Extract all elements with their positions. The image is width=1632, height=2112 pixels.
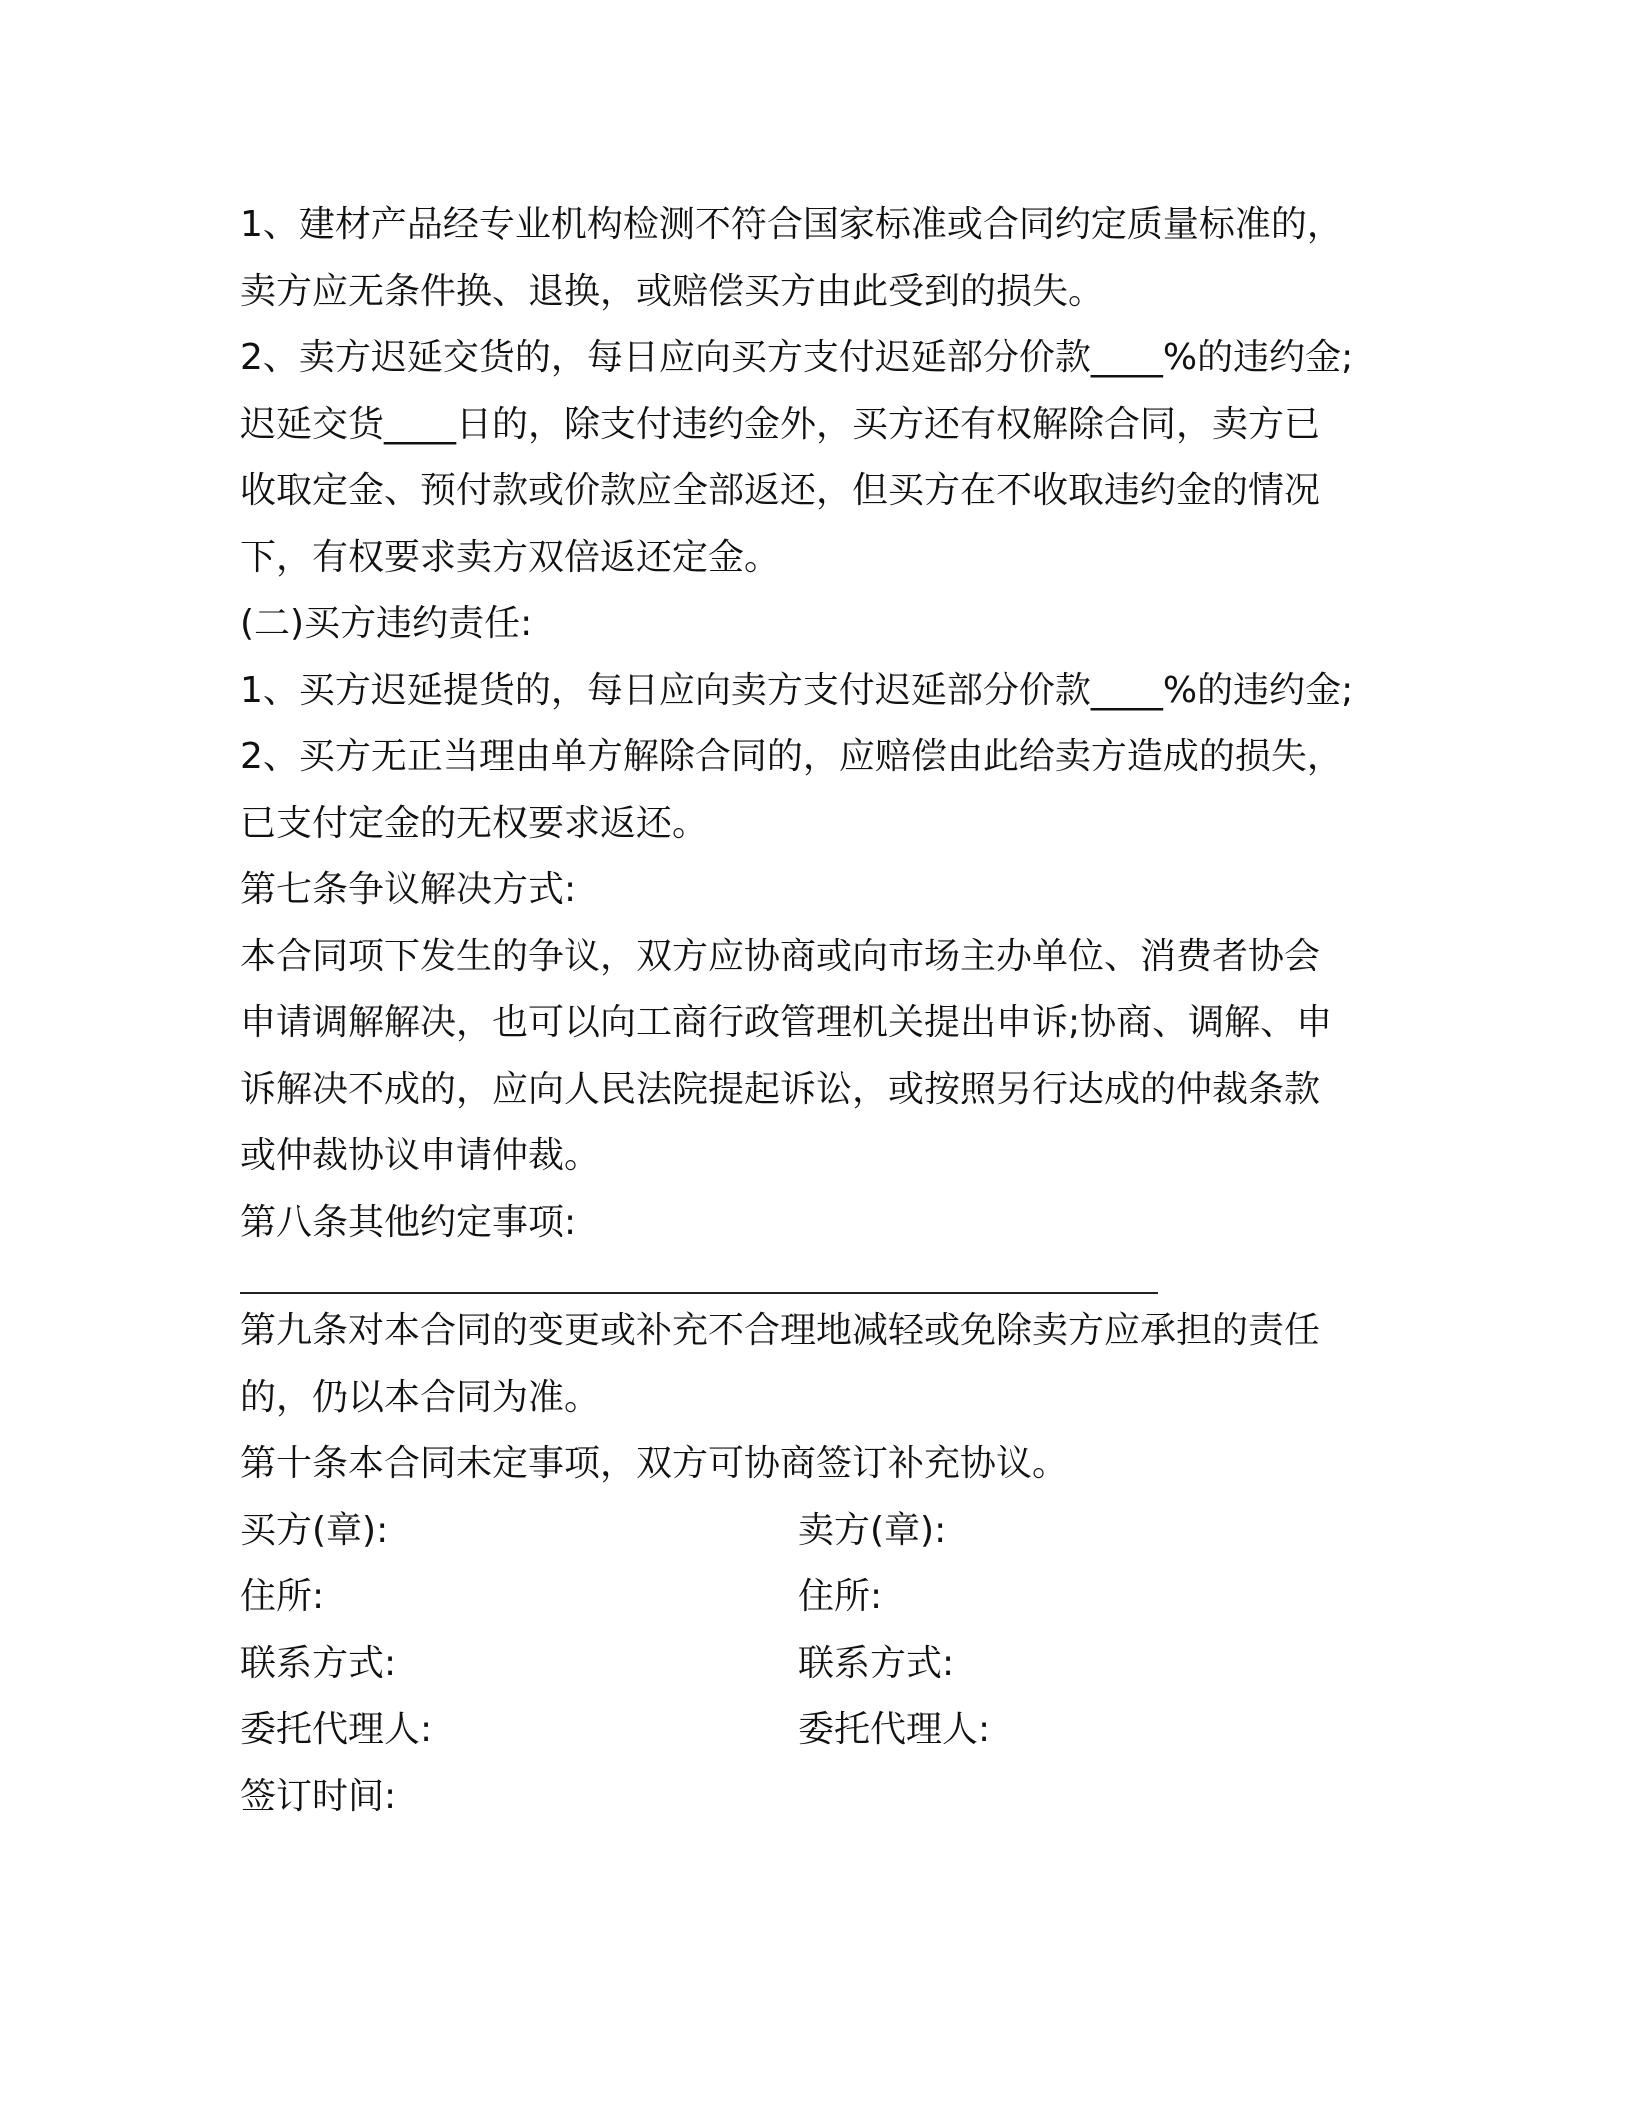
buyer-agent-label: 委托代理人:: [240, 1709, 433, 1750]
signature-row-seal: [240, 1498, 1420, 1565]
clause-line: 或仲裁协议申请仲裁。: [240, 1135, 601, 1176]
article-9-line: 第九条对本合同的变更或补充不合理地减轻或免除卖方应承担的责任: [240, 1310, 1321, 1351]
article-10-line: 第十条本合同未定事项，双方可协商签订补充协议。: [240, 1443, 1069, 1484]
signature-row-contact: [240, 1631, 1420, 1698]
buyer-address-label: 住所:: [240, 1576, 325, 1617]
signature-row-address: [240, 1564, 1420, 1631]
clause-line: 下，有权要求卖方双倍返还定金。: [240, 536, 781, 578]
clause-line: 已支付定金的无权要求返还。: [240, 802, 709, 844]
clause-line: 1、建材产品经专业机构检测不符合国家标准或合同约定质量标准的，: [240, 204, 1343, 245]
buyer-contact-label: 联系方式:: [240, 1642, 397, 1684]
section-heading-buyer-liability: (二)买方违约责任:: [240, 603, 533, 644]
clause-line: 2、卖方迟延交货的，每日应向买方支付迟延部分价款____%的违约金;: [240, 337, 1354, 378]
article-9-line: 的，仍以本合同为准。: [240, 1376, 601, 1418]
seller-contact-label: 联系方式:: [798, 1642, 955, 1684]
clause-line: 卖方应无条件换、退换，或赔偿买方由此受到的损失。: [240, 270, 1105, 312]
article-7-heading: 第七条争议解决方式:: [240, 869, 577, 910]
clause-line: 收取定金、预付款或价款应全部返还，但买方在不收取违约金的情况: [240, 470, 1321, 511]
seller-agent-label: 委托代理人:: [798, 1709, 991, 1750]
clause-line: 1、买方迟延提货的，每日应向卖方支付迟延部分价款____%的违约金;: [240, 669, 1354, 711]
clause-line: 申请调解解决，也可以向工商行政管理机关提出申诉;协商、调解、申: [240, 1002, 1333, 1043]
clause-line: 2、买方无正当理由单方解除合同的，应赔偿由此给卖方造成的损失，: [240, 736, 1343, 777]
article-8-heading: 第八条其他约定事项:: [240, 1201, 577, 1243]
seller-address-label: 住所:: [798, 1576, 883, 1617]
contract-page: [240, 192, 1420, 1830]
signature-row-time: [240, 1764, 1420, 1831]
sign-time-label: 签订时间:: [240, 1775, 397, 1817]
clause-line: 诉解决不成的，应向人民法院提起诉讼，或按照另行达成的仲裁条款: [240, 1068, 1321, 1110]
seller-seal-label: 卖方(章):: [798, 1509, 947, 1551]
signature-row-agent: [240, 1697, 1420, 1764]
clause-line: 本合同项下发生的争议，双方应协商或向市场主办单位、消费者协会: [240, 935, 1321, 977]
fill-in-blank-line: [240, 1292, 1158, 1294]
clause-line: 迟延交货____日的，除支付违约金外，买方还有权解除合同，卖方已: [240, 403, 1321, 445]
buyer-seal-label: 买方(章):: [240, 1509, 389, 1551]
